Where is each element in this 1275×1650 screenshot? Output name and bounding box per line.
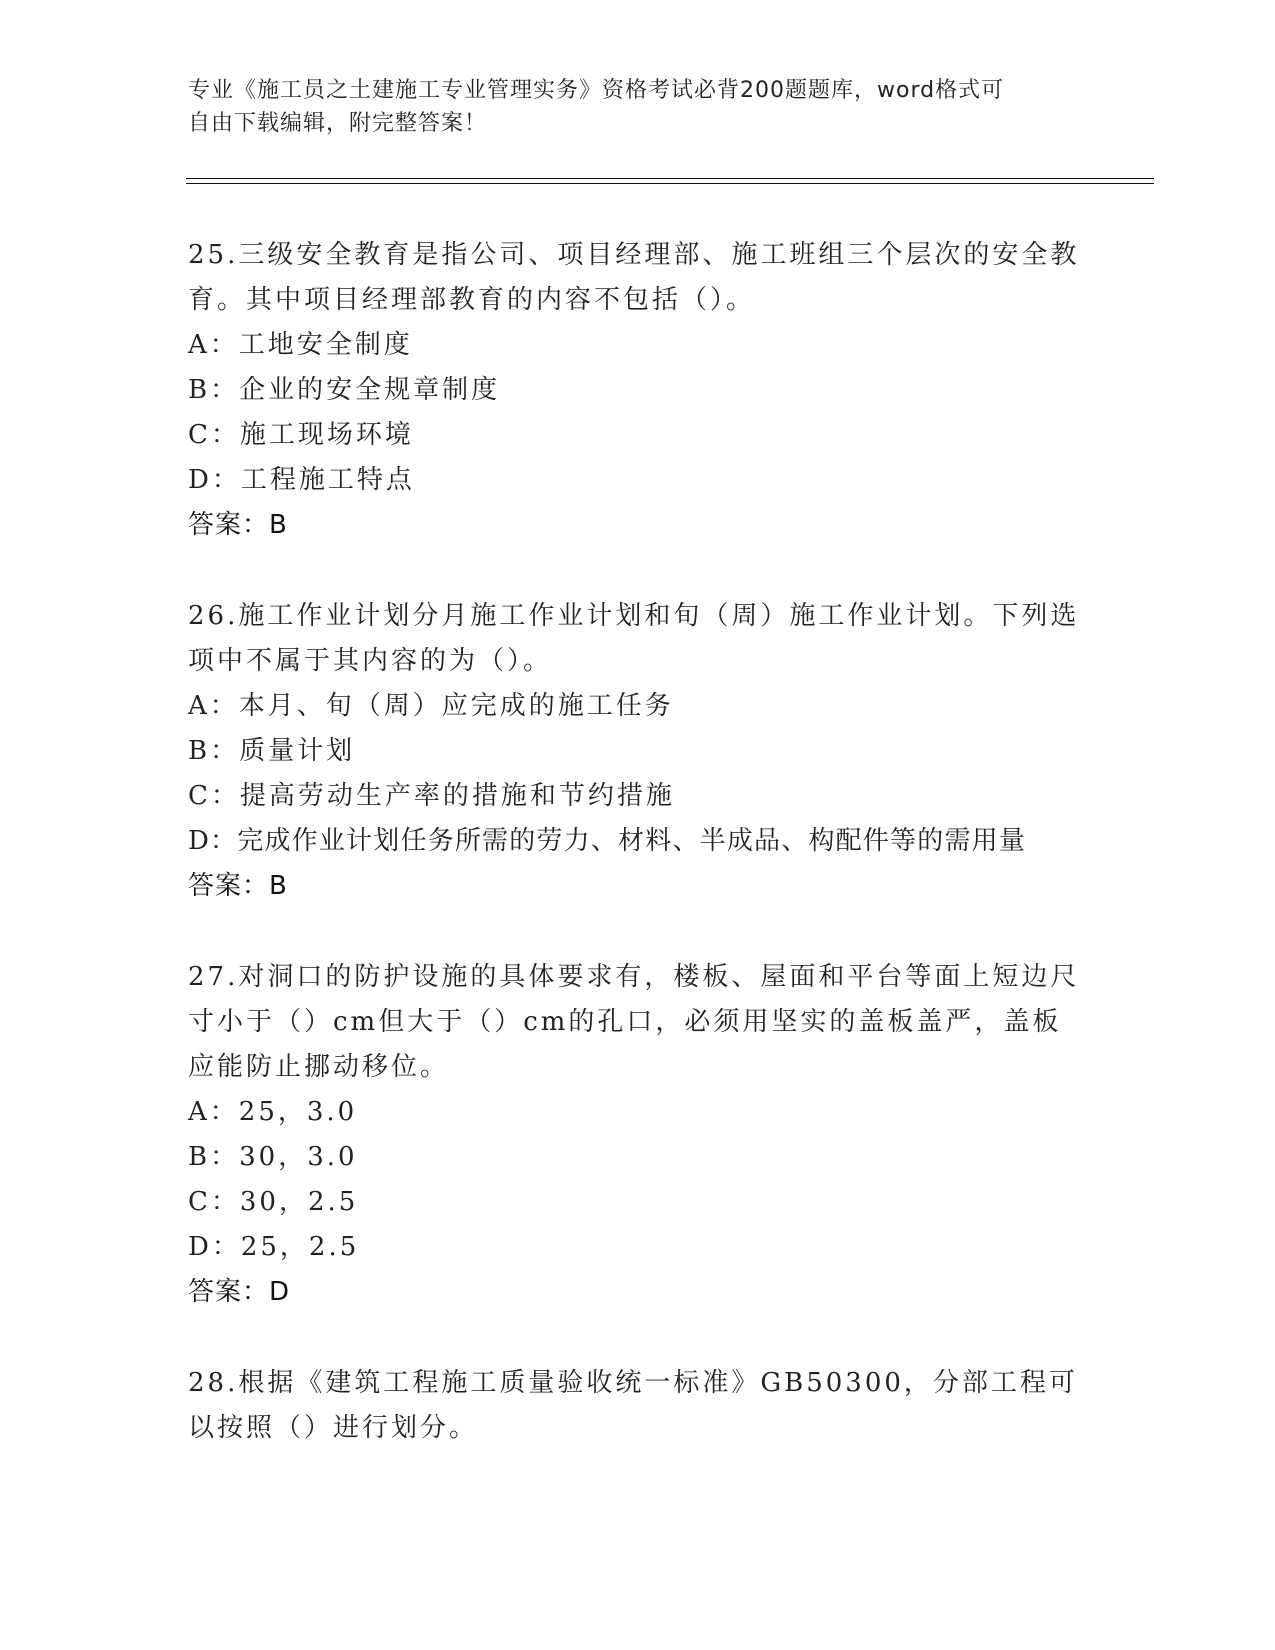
option-b: B：企业的安全规章制度	[188, 375, 501, 405]
question-list	[188, 233, 1088, 1497]
option-a: A：工地安全制度	[188, 330, 413, 360]
option-d: D：25，2.5	[188, 1232, 360, 1262]
question-28	[188, 1361, 1088, 1451]
header-divider-top	[186, 178, 1154, 179]
answer: 答案：B	[188, 510, 288, 540]
question-25	[188, 233, 1088, 548]
question-26	[188, 594, 1088, 909]
option-d: D：工程施工特点	[188, 465, 415, 495]
question-text: 28.根据《建筑工程施工质量验收统一标准》GB50300，分部工程可以按照（）进行划分。	[188, 1368, 1078, 1443]
answer: 答案：D	[188, 1277, 291, 1307]
question-text: 25.三级安全教育是指公司、项目经理部、施工班组三个层次的安全教育。其中项目经理部教育的内容不包括（）。	[188, 240, 1080, 315]
option-a: A：25，3.0	[188, 1097, 358, 1127]
option-c: C：施工现场环境	[188, 420, 414, 450]
header-line-2: 自由下载编辑，附完整答案！	[188, 111, 488, 136]
option-d: D：完成作业计划任务所需的劳力、材料、半成品、构配件等的需用量	[188, 826, 1027, 856]
question-text: 26.施工作业计划分月施工作业计划和旬（周）施工作业计划。下列选项中不属于其内容的为（）。	[188, 601, 1080, 676]
option-c: C：30，2.5	[188, 1187, 359, 1217]
question-text: 27.对洞口的防护设施的具体要求有，楼板、屋面和平台等面上短边尺寸小于（）cm但大于（）cm的孔口，必须用坚实的盖板盖严，盖板应能防止挪动移位。	[188, 962, 1080, 1082]
answer: 答案：B	[188, 871, 288, 901]
header-divider-bottom	[186, 183, 1154, 184]
option-c: C：提高劳动生产率的措施和节约措施	[188, 781, 675, 811]
document-header	[188, 74, 1068, 140]
header-line-1: 专业《施工员之土建施工专业管理实务》资格考试必背200题题库，word格式可	[188, 78, 1005, 103]
question-27	[188, 955, 1088, 1315]
option-b: B：质量计划	[188, 736, 356, 766]
option-a: A：本月、旬（周）应完成的施工任务	[188, 691, 674, 721]
option-b: B：30，3.0	[188, 1142, 358, 1172]
